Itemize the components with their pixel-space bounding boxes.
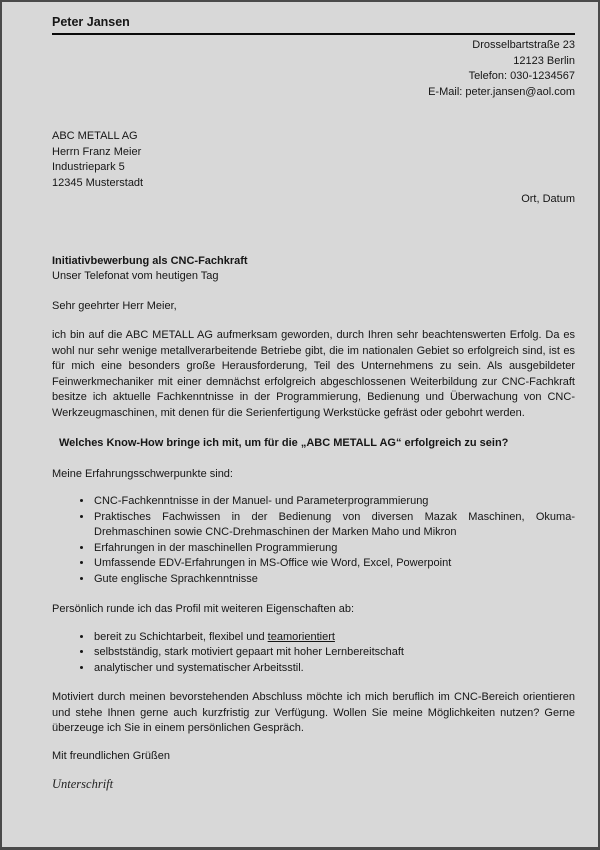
subject-line: Initiativbewerbung als CNC-Fachkraft: [52, 254, 248, 267]
sender-city: 12123 Berlin: [513, 54, 575, 67]
list-item: • analytischer und systematischer Arbeitsstil.: [93, 661, 575, 677]
sender-street: Drosselbartstraße 23: [472, 39, 575, 51]
header-rule: [52, 33, 575, 35]
list-item: • CNC-Fachkenntnisse in der Manuel- und Parameterprogrammierung: [93, 494, 575, 510]
know-how-question: Welches Know-How bringe ich mit, um für die „ABC METALL AG“ erfolgreich zu sein?: [59, 437, 509, 449]
sender-phone: Telefon: 030-1234567: [468, 70, 575, 82]
regards-line: Mit freundlichen Grüßen: [52, 749, 170, 762]
personal-intro: Persönlich runde ich das Profil mit weiteren Eigenschaften ab:: [52, 603, 355, 615]
list-item: • Erfahrungen in der maschinellen Programmierung: [93, 541, 575, 557]
list-item: [93, 630, 575, 646]
experience-list: [52, 494, 575, 587]
list-item: • selbstständig, stark motiviert gepaart mit hoher Lernbereitschaft: [93, 645, 575, 661]
list-item-text: bereit zu Schichtarbeit, flexibel und: [94, 630, 268, 643]
experience-intro: Meine Erfahrungsschwerpunkte sind:: [52, 467, 233, 480]
sender-name: Peter Jansen: [52, 15, 130, 29]
date-line: Ort, Datum: [521, 193, 575, 205]
list-item: • Umfassende EDV-Erfahrungen in MS-Office wie Word, Excel, Powerpoint: [93, 556, 575, 572]
sender-address-block: [52, 38, 575, 100]
list-item-underlined-text: teamorientiert: [267, 630, 335, 643]
recipient-company: ABC METALL AG: [52, 130, 138, 142]
recipient-street: Industriepark 5: [52, 161, 125, 173]
recipient-block: [52, 129, 575, 191]
sender-email: E-Mail: peter.jansen@aol.com: [428, 85, 575, 98]
personal-list: [52, 630, 575, 677]
closing-paragraph: Motiviert durch meinen bevorstehenden Abschluss möchte ich mich beruflich im CNC-Bereich orientieren und stehe Ihnen gerne auch kurzfristig zur Verfügung. Wollen Sie meine Möglichkeiten nutzen? Gerne überzeuge ich Sie in einem persönlichen Gespräch.: [52, 691, 575, 734]
salutation: Sehr geehrter Herr Meier,: [52, 299, 177, 312]
list-item: • Gute englische Sprachkenntnisse: [93, 572, 575, 588]
list-item: • Praktisches Fachwissen in der Bedienung von diversen Mazak Maschinen, Okuma-Drehmaschinen sowie CNC-Drehmaschinen der Marken Maho und Mikron: [93, 510, 575, 541]
intro-paragraph: ich bin auf die ABC METALL AG aufmerksam geworden, durch Ihren sehr beachtenswerten Erfolg. Da es wohl nur sehr wenige metallverarbeitende Betriebe gibt, die im nationalen Gebiet so erfolgreich sind, ist es für mich eine besonders große Herausforderung, Teil des Unternehmens zu sein. Als ausgebildeter Feinwerkmechaniker mit einer demnächst erfolgreich abgeschlossenen Weiterbildung zur CNC-Fachkraft besitze ich aktuelle Fachkenntnisse in der Programmierung, Bedienung und Überwachung von CNC-Werkzeugmaschinen, mit denen für die Serienfertigung Werkstücke gefräst oder gebohrt werden.: [52, 329, 575, 419]
recipient-contact: Herrn Franz Meier: [52, 145, 142, 158]
subject-subline: Unser Telefonat vom heutigen Tag: [52, 270, 219, 282]
signature: Unterschrift: [52, 777, 114, 791]
recipient-city: 12345 Musterstadt: [52, 176, 144, 189]
